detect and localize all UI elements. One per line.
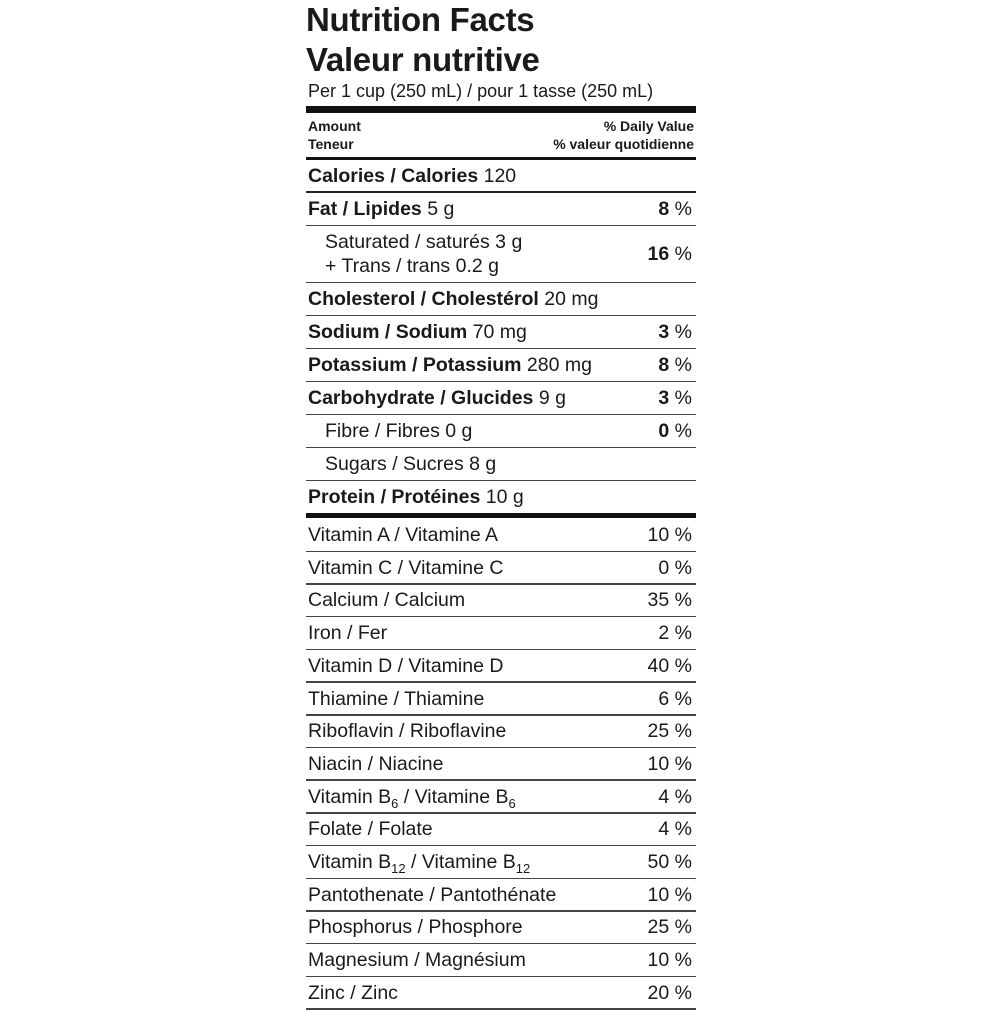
vitamin-label: Iron / Fer — [308, 622, 388, 645]
vitamin-pct: 2 % — [658, 622, 692, 645]
vitamin-row — [306, 715, 696, 748]
vitamin-subscript: 12 — [391, 861, 406, 876]
sugars-row — [306, 448, 696, 481]
fibre-row — [306, 415, 696, 448]
vitamin-row — [306, 879, 696, 912]
saturated-trans-row — [306, 225, 696, 283]
pct-sign: % — [674, 243, 692, 265]
cholesterol-label: Cholesterol / Cholestérol — [308, 288, 539, 310]
vitamin-label: Vitamin D / Vitamine D — [308, 654, 504, 677]
daily-value-label: % Daily Value — [603, 118, 694, 134]
pct-sign: % — [674, 354, 692, 376]
calories-label: Calories / Calories — [308, 165, 479, 187]
vitamin-pct: 20 % — [647, 981, 692, 1004]
daily-value-header — [553, 117, 694, 153]
vitamin-row — [306, 813, 696, 846]
vitamin-pct: 10 % — [647, 883, 692, 906]
vitamin-row — [306, 683, 696, 716]
vitamin-row — [306, 584, 696, 617]
vitamin-row — [306, 944, 696, 977]
cholesterol-row — [306, 283, 696, 316]
protein-row — [306, 481, 696, 514]
vitamin-row — [306, 519, 696, 552]
teneur-label: Teneur — [308, 136, 354, 152]
calories-row — [306, 160, 696, 193]
amount-label: Amount — [308, 118, 361, 134]
thick-divider-middle — [306, 513, 696, 518]
vitamin-label: Vitamin C / Vitamine C — [308, 556, 504, 579]
potassium-pct: 8 — [658, 354, 670, 376]
vitamin-row — [306, 846, 696, 879]
carbohydrate-pct: 3 — [658, 387, 670, 409]
vitamin-pct: 4 % — [658, 785, 692, 808]
vitamin-row — [306, 977, 696, 1010]
vitamin-row — [306, 617, 696, 650]
vitamin-row — [306, 748, 696, 781]
vitamin-pct: 35 % — [647, 589, 692, 612]
sodium-label: Sodium / Sodium — [308, 321, 468, 343]
vitamin-label-en: Vitamin B — [308, 785, 392, 808]
pct-sign: % — [674, 420, 692, 442]
saturated-pct: 16 — [647, 243, 670, 265]
cholesterol-amount: 20 mg — [544, 288, 599, 310]
vitamin-pct: 6 % — [658, 687, 692, 710]
fibre-label: Fibre / Fibres 0 g — [325, 420, 473, 442]
trans-label: + Trans / trans 0.2 g — [325, 255, 499, 277]
vitamin-pct: 50 % — [647, 851, 692, 873]
vitamin-subscript: 6 — [391, 795, 399, 811]
vitamin-pct: 10 % — [647, 949, 692, 972]
vitamin-label: Niacin / Niacine — [308, 752, 444, 775]
vitamin-row — [306, 911, 696, 944]
vitamin-label: Magnesium / Magnésium — [308, 949, 526, 972]
title-english: Nutrition Facts — [306, 1, 535, 38]
vitamin-pct: 10 % — [647, 752, 692, 775]
vitamin-label: Riboflavin / Riboflavine — [308, 720, 507, 743]
carbohydrate-amount: 9 g — [538, 387, 566, 409]
potassium-label: Potassium / Potassium — [308, 354, 522, 376]
vitamin-label: Vitamin A / Vitamine A — [308, 524, 499, 546]
vitamin-row — [306, 781, 696, 814]
vitamin-row — [306, 650, 696, 683]
vitamin-label — [308, 786, 516, 809]
calories-value: 120 — [483, 165, 517, 187]
sodium-row — [306, 316, 696, 349]
vitamin-subscript: 6 — [508, 795, 516, 811]
pct-sign: % — [674, 198, 692, 220]
pct-sign: % — [674, 321, 692, 343]
sodium-pct: 3 — [658, 321, 670, 343]
title-french: Valeur nutritive — [306, 41, 540, 78]
vitamin-label: Calcium / Calcium — [308, 589, 466, 612]
protein-amount: 10 g — [485, 486, 524, 508]
vitamin-pct: 4 % — [658, 818, 692, 841]
carbohydrate-label: Carbohydrate / Glucides — [308, 387, 534, 409]
vitamin-pct: 40 % — [647, 654, 692, 677]
sugars-label: Sugars / Sucres 8 g — [325, 453, 497, 475]
vitamin-pct: 0 % — [658, 556, 692, 579]
amount-header — [308, 117, 361, 153]
vitamin-pct: 10 % — [647, 524, 692, 546]
vitamin-label: Zinc / Zinc — [308, 981, 398, 1004]
vitamin-label-en: Vitamin B — [308, 851, 392, 873]
vitamin-pct: 25 % — [647, 916, 692, 939]
vitamin-row — [306, 552, 696, 585]
vitamin-label: Thiamine / Thiamine — [308, 687, 485, 710]
protein-label: Protein / Protéines — [308, 486, 481, 508]
vitamin-label — [308, 851, 530, 874]
fibre-pct: 0 — [658, 420, 670, 442]
carbohydrate-row — [306, 382, 696, 415]
fat-pct: 8 — [658, 198, 670, 220]
vitamin-label-fr: / Vitamine B — [398, 785, 509, 808]
fat-label: Fat / Lipides — [308, 198, 422, 220]
sodium-amount: 70 mg — [472, 321, 527, 343]
fat-amount: 5 g — [427, 198, 455, 220]
potassium-row — [306, 349, 696, 382]
daily-value-label-fr: % valeur quotidienne — [553, 136, 694, 152]
potassium-amount: 280 mg — [526, 354, 592, 376]
saturated-label: Saturated / saturés 3 g — [325, 231, 523, 253]
vitamin-label: Phosphorus / Phosphore — [308, 916, 523, 939]
vitamin-pct: 25 % — [647, 720, 692, 743]
pct-sign: % — [674, 387, 692, 409]
fat-row — [306, 193, 696, 226]
vitamin-label-fr: / Vitamine B — [405, 851, 516, 873]
serving-size: Per 1 cup (250 mL) / pour 1 tasse (250 mL) — [308, 81, 654, 101]
vitamin-subscript: 12 — [515, 861, 531, 876]
vitamin-label: Folate / Folate — [308, 818, 433, 841]
thick-divider-top — [306, 106, 696, 113]
vitamin-label: Pantothenate / Pantothénate — [308, 883, 557, 906]
